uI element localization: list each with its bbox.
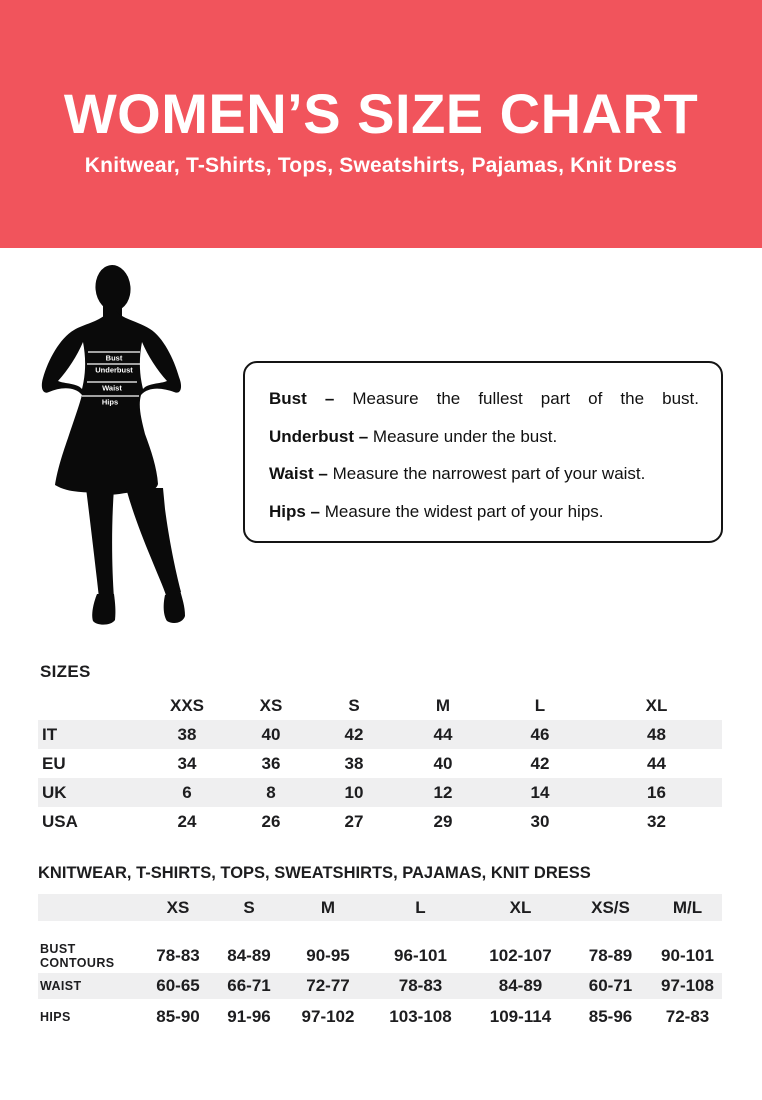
value-cell: 40 bbox=[261, 724, 281, 744]
column-header-row bbox=[38, 692, 722, 720]
row-label: WAIST bbox=[40, 979, 82, 993]
table-row bbox=[38, 720, 722, 749]
value-cell: 90-101 bbox=[661, 946, 714, 965]
value-cell: 102-107 bbox=[489, 946, 552, 965]
table-row bbox=[38, 807, 722, 836]
value-cell: 109-114 bbox=[489, 1007, 552, 1026]
column-header: XS bbox=[166, 897, 190, 917]
value-cell: 40 bbox=[433, 753, 453, 773]
guide-text-waist: Measure the narrowest part of your waist. bbox=[332, 464, 646, 483]
guide-line-bust bbox=[269, 380, 699, 418]
page-subtitle: Knitwear, T-Shirts, Tops, Sweatshirts, Pajamas, Knit Dress bbox=[84, 154, 678, 177]
value-cell: 85-96 bbox=[588, 1007, 633, 1026]
spacer-row bbox=[38, 921, 722, 939]
garment-table-title: KNITWEAR, T-SHIRTS, TOPS, SWEATSHIRTS, PAJAMAS, KNIT DRESS bbox=[38, 864, 591, 882]
column-header: S bbox=[348, 696, 360, 715]
sizes-section bbox=[38, 662, 722, 836]
guide-term-underbust: Underbust – bbox=[269, 426, 369, 446]
woman-silhouette-svg bbox=[30, 258, 250, 640]
value-cell: 90-95 bbox=[306, 946, 350, 965]
column-header: L bbox=[415, 897, 426, 917]
column-header: M/L bbox=[672, 897, 703, 917]
guide-line-waist bbox=[269, 455, 699, 493]
value-cell: 60-71 bbox=[588, 976, 633, 995]
table-row bbox=[38, 999, 722, 1035]
value-cell: 46 bbox=[530, 724, 550, 744]
value-cell: 97-108 bbox=[661, 976, 714, 995]
measurement-guide-box bbox=[243, 361, 723, 543]
underbust-line-label: Underbust bbox=[95, 365, 133, 375]
value-cell: 42 bbox=[530, 753, 550, 773]
value-cell: 78-89 bbox=[588, 946, 633, 965]
column-header: XS/S bbox=[591, 897, 630, 917]
column-header: XL bbox=[509, 897, 532, 917]
value-cell: 44 bbox=[433, 724, 453, 744]
column-header: XS bbox=[259, 696, 283, 715]
value-cell: 66-71 bbox=[227, 976, 271, 995]
value-cell: 97-102 bbox=[301, 1007, 355, 1026]
header-banner bbox=[0, 0, 762, 248]
guide-term-bust: Bust – bbox=[269, 389, 335, 408]
value-cell: 60-65 bbox=[156, 976, 200, 995]
row-label: BUST CONTOURS bbox=[40, 942, 115, 970]
value-cell: 32 bbox=[647, 811, 666, 831]
page-title: WOMEN’S SIZE CHART bbox=[63, 82, 699, 145]
garment-table bbox=[38, 894, 722, 1035]
value-cell: 24 bbox=[177, 811, 197, 831]
value-cell: 12 bbox=[433, 782, 453, 802]
value-cell: 72-83 bbox=[665, 1007, 710, 1026]
table-row bbox=[38, 749, 722, 778]
corner-cell bbox=[38, 894, 146, 921]
guide-term-waist: Waist – bbox=[269, 464, 328, 483]
guide-term-hips: Hips – bbox=[269, 501, 321, 521]
value-cell: 16 bbox=[647, 782, 666, 802]
value-cell: 96-101 bbox=[394, 946, 447, 965]
column-header: L bbox=[534, 696, 546, 715]
table-row bbox=[38, 778, 722, 807]
column-header: M bbox=[320, 897, 336, 917]
value-cell: 78-83 bbox=[398, 976, 443, 995]
value-cell: 29 bbox=[433, 811, 453, 831]
value-cell: 27 bbox=[344, 811, 364, 831]
value-cell: 85-90 bbox=[156, 1007, 200, 1026]
value-cell: 26 bbox=[261, 811, 281, 831]
row-label: HIPS bbox=[40, 1010, 71, 1024]
value-cell: 91-96 bbox=[227, 1007, 271, 1026]
value-cell: 34 bbox=[177, 753, 197, 773]
value-cell: 48 bbox=[647, 724, 666, 744]
row-label: USA bbox=[42, 811, 78, 831]
column-header: S bbox=[243, 897, 255, 917]
value-cell: 30 bbox=[530, 811, 550, 831]
guide-text-hips: Measure the widest part of your hips. bbox=[324, 501, 604, 521]
column-header: M bbox=[435, 696, 451, 715]
column-header-row bbox=[38, 894, 722, 921]
value-cell: 6 bbox=[182, 782, 192, 802]
silhouette-body bbox=[42, 264, 185, 625]
row-label: IT bbox=[42, 724, 58, 744]
hips-line-label: Hips bbox=[101, 397, 119, 407]
value-cell: 103-108 bbox=[389, 1007, 452, 1026]
value-cell: 14 bbox=[530, 782, 550, 802]
value-cell: 36 bbox=[261, 753, 281, 773]
garment-section bbox=[38, 864, 722, 1035]
value-cell: 38 bbox=[344, 753, 364, 773]
row-label: UK bbox=[42, 782, 67, 802]
column-header: XL bbox=[645, 696, 668, 715]
guide-line-hips bbox=[269, 493, 699, 531]
waist-line-label: Waist bbox=[102, 383, 122, 393]
column-header: XXS bbox=[169, 696, 205, 715]
value-cell: 44 bbox=[647, 753, 666, 773]
guide-text-underbust: Measure under the bust. bbox=[372, 426, 558, 446]
value-cell: 42 bbox=[344, 724, 364, 744]
bust-line-label: Bust bbox=[105, 353, 123, 363]
value-cell: 8 bbox=[266, 782, 276, 802]
corner-cell bbox=[38, 692, 143, 720]
value-cell: 10 bbox=[344, 782, 364, 802]
sizes-table-title: SIZES bbox=[40, 662, 91, 681]
value-cell: 38 bbox=[177, 724, 197, 744]
sizes-table bbox=[38, 692, 722, 836]
guide-line-underbust bbox=[269, 418, 699, 456]
value-cell: 78-83 bbox=[156, 946, 200, 965]
woman-silhouette-figure bbox=[30, 258, 250, 640]
table-row bbox=[38, 939, 722, 973]
value-cell: 72-77 bbox=[306, 976, 350, 995]
value-cell: 84-89 bbox=[498, 976, 543, 995]
row-label: EU bbox=[42, 753, 66, 773]
table-row bbox=[38, 973, 722, 999]
value-cell: 84-89 bbox=[227, 946, 271, 965]
guide-text-bust: Measure the fullest part of the bust. bbox=[352, 389, 699, 408]
